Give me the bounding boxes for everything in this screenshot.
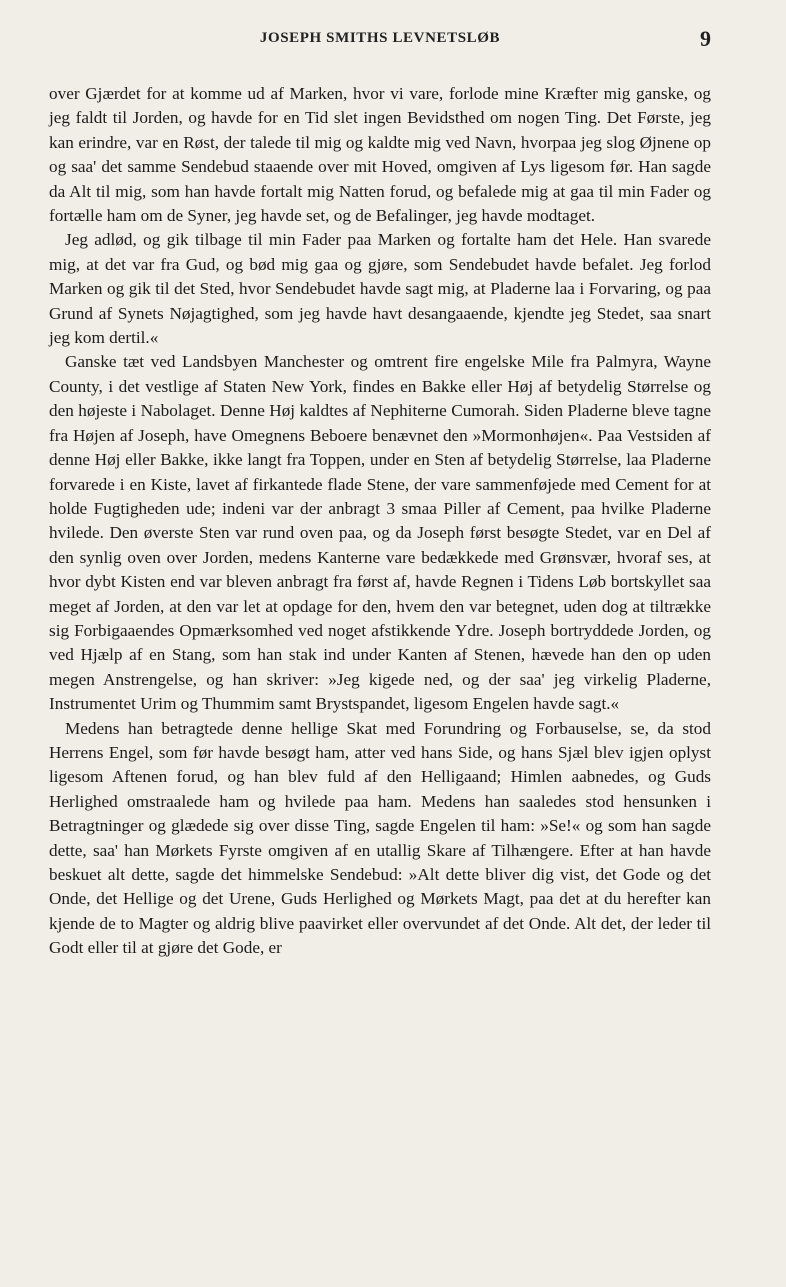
page-header: [49, 24, 711, 64]
running-title: JOSEPH SMITHS LEVNETSLØB: [259, 30, 501, 46]
book-page: [49, 24, 711, 1264]
paragraph-continuation: over Gjærdet for at komme ud af Marken, hvor vi vare, forlode mine Kræfter mig ganske, og jeg faldt til Jorden, og havde for en Tid slet ingen Bevidsthed om nogen Ting. Det Første, jeg kan erindre, var en Røst, der talede til mig og kaldte mig ved Navn, hvorpaa jeg slog Øjnene op og saa' det samme Sendebud staaende over mit Hoved, omgiven af Lys ligesom før. Han sagde da Alt til mig, som han havde fortalt mig Natten forud, og befalede mig at gaa til min Fader og fortælle ham om de Syner, jeg havde set, og de Befalinger, jeg havde modtaget.: [49, 84, 711, 226]
paragraph: Ganske tæt ved Landsbyen Manchester og omtrent fire engelske Mile fra Palmyra, Wayne County, i det vestlige af Staten New York, findes en Bakke eller Høj af betydelig Størrelse og den højeste i Nabolaget. Denne Høj kaldtes af Nephiterne Cumorah. Siden Pladerne bleve tagne fra Højen af Joseph, have Omegnens Beboere benævnet den »Mormonhøjen«. Paa Vestsiden af denne Høj eller Bakke, ikke langt fra Toppen, under en Sten af betydelig Størrelse, laa Pladerne forvarede i en Kiste, lavet af firkantede flade Stene, der vare sammenføjede med Cement for at holde Fugtigheden ude; indeni var der anbragt 3 smaa Piller af Cement, paa hvilke Pladerne hvilede. Den øverste Sten var rund oven paa, og da Joseph først besøgte Stedet, var en Del af den synlig oven over Jorden, medens Kanterne vare bedækkede med Grønsvær, hvoraf ses, at hvor dybt Kisten end var bleven anbragt fra først af, havde Regnen i Tidens Løb bortskyllet saa meget af Jorden, at den var let at opdage for den, hvem den var betegnet, uden dog at tiltrække sig Forbigaaendes Opmærksomhed ved noget afstikkende Ydre. Joseph bortryddede Jorden, og ved Hjælp af en Stang, som han stak ind under Kanten af Stenen, hævede han den op uden megen Anstrengelse, og han skriver: »Jeg kigede ned, og der saa' jeg virkelig Pladerne, Instrumentet Urim og Thummim samt Brystspandet, ligesom Engelen havde sagt.«: [49, 352, 711, 714]
paragraph: Jeg adlød, og gik tilbage til min Fader paa Marken og fortalte ham det Hele. Han svarede mig, at det var fra Gud, og bød mig gaa og gjøre, som Sendebudet havde befalet. Jeg forlod Marken og gik til det Sted, hvor Sendebudet havde sagt mig, at Pladerne laa i Forvaring, og paa Grund af Synets Nøjagtighed, som jeg havde havt desangaaende, kjendte jeg Stedet, saa snart jeg kom dertil.«: [49, 230, 711, 348]
page-number: 9: [700, 26, 711, 51]
body-text: [49, 82, 711, 961]
paragraph: Medens han betragtede denne hellige Skat med Forundring og Forbauselse, se, da stod Herrens Engel, som før havde besøgt ham, atter ved hans Side, og hans Sjæl blev igjen oplyst ligesom Aftenen forud, og han blev fuld af den Helligaand; Himlen aabnedes, og Guds Herlighed omstraalede ham og hvilede paa ham. Medens han saaledes stod hensunken i Betragtninger og glædede sig over disse Ting, sagde Engelen til ham: »Se!« og som han sagde dette, saa' han Mørkets Fyrste omgiven af en utallig Skare af Tilhængere. Efter at han havde beskuet alt dette, sagde det himmelske Sendebud: »Alt dette bliver dig vist, det Gode og det Onde, det Hellige og det Urene, Guds Herlighed og Mørkets Magt, paa det at du herefter kan kjende de to Magter og aldrig blive paavirket eller overvundet af det Onde. Alt det, der leder til Godt eller til at gjøre det Gode, er: [49, 718, 711, 958]
